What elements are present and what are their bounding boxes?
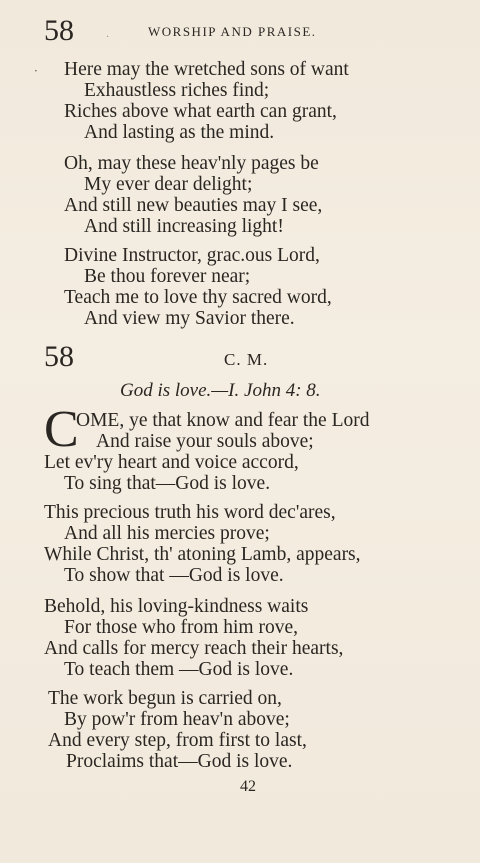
drop-cap: C	[44, 401, 79, 458]
verse-line: Here may the wretched sons of want	[64, 59, 349, 80]
margin-mark: ·	[34, 64, 38, 78]
verse-line: OME, ye that know and fear the Lord	[76, 410, 370, 431]
verse-line: Divine Instructor, grac.ous Lord,	[64, 245, 320, 266]
verse-line: And every step, from first to last,	[48, 730, 307, 751]
verse-line: Oh, may these heav'nly pages be	[64, 153, 319, 174]
verse-line: By pow'r from heav'n above;	[64, 709, 290, 730]
hymn-number: 58	[44, 340, 74, 373]
verse-line: Proclaims that—God is love.	[66, 751, 293, 772]
verse-line: Riches above what earth can grant,	[64, 101, 337, 122]
header-page-number: 58	[44, 14, 74, 47]
verse-line: And all his mercies prove;	[64, 523, 270, 544]
verse-line: Behold, his loving-kindness waits	[44, 596, 309, 617]
verse-line: The work begun is carried on,	[48, 688, 282, 709]
page-header	[44, 14, 460, 48]
verse-line: For those who from him rove,	[64, 617, 298, 638]
scripture-reference: God is love.—I. John 4: 8.	[120, 380, 321, 401]
verse-line: While Christ, th' atoning Lamb, appears,	[44, 544, 361, 565]
verse-line: And view my Savior there.	[84, 308, 295, 329]
verse-line: And still increasing light!	[84, 216, 284, 237]
verse-line: And calls for mercy reach their hearts,	[44, 638, 344, 659]
verse-line: My ever dear delight;	[84, 174, 253, 195]
verse-line: And lasting as the mind.	[84, 122, 275, 143]
verse-line: Exhaustless riches find;	[84, 80, 270, 101]
verse-line: And still new beauties may I see,	[64, 195, 323, 216]
verse-line: To teach them —God is love.	[64, 659, 294, 680]
hymn-meter: C. M.	[224, 350, 269, 369]
verse-line: Teach me to love thy sacred word,	[64, 287, 332, 308]
verse-line: To sing that—God is love.	[64, 473, 271, 494]
verse-line: To show that —God is love.	[64, 565, 284, 586]
header-ornament-dot: ·	[106, 32, 110, 43]
verse-line: Be thou forever near;	[84, 266, 251, 287]
running-title: WORSHIP AND PRAISE.	[148, 24, 317, 39]
verse-line: And raise your souls above;	[96, 431, 314, 452]
verse-line: This precious truth his word dec'ares,	[44, 502, 336, 523]
verse-line: Let ev'ry heart and voice accord,	[44, 452, 299, 473]
page-number: 42	[240, 778, 256, 795]
